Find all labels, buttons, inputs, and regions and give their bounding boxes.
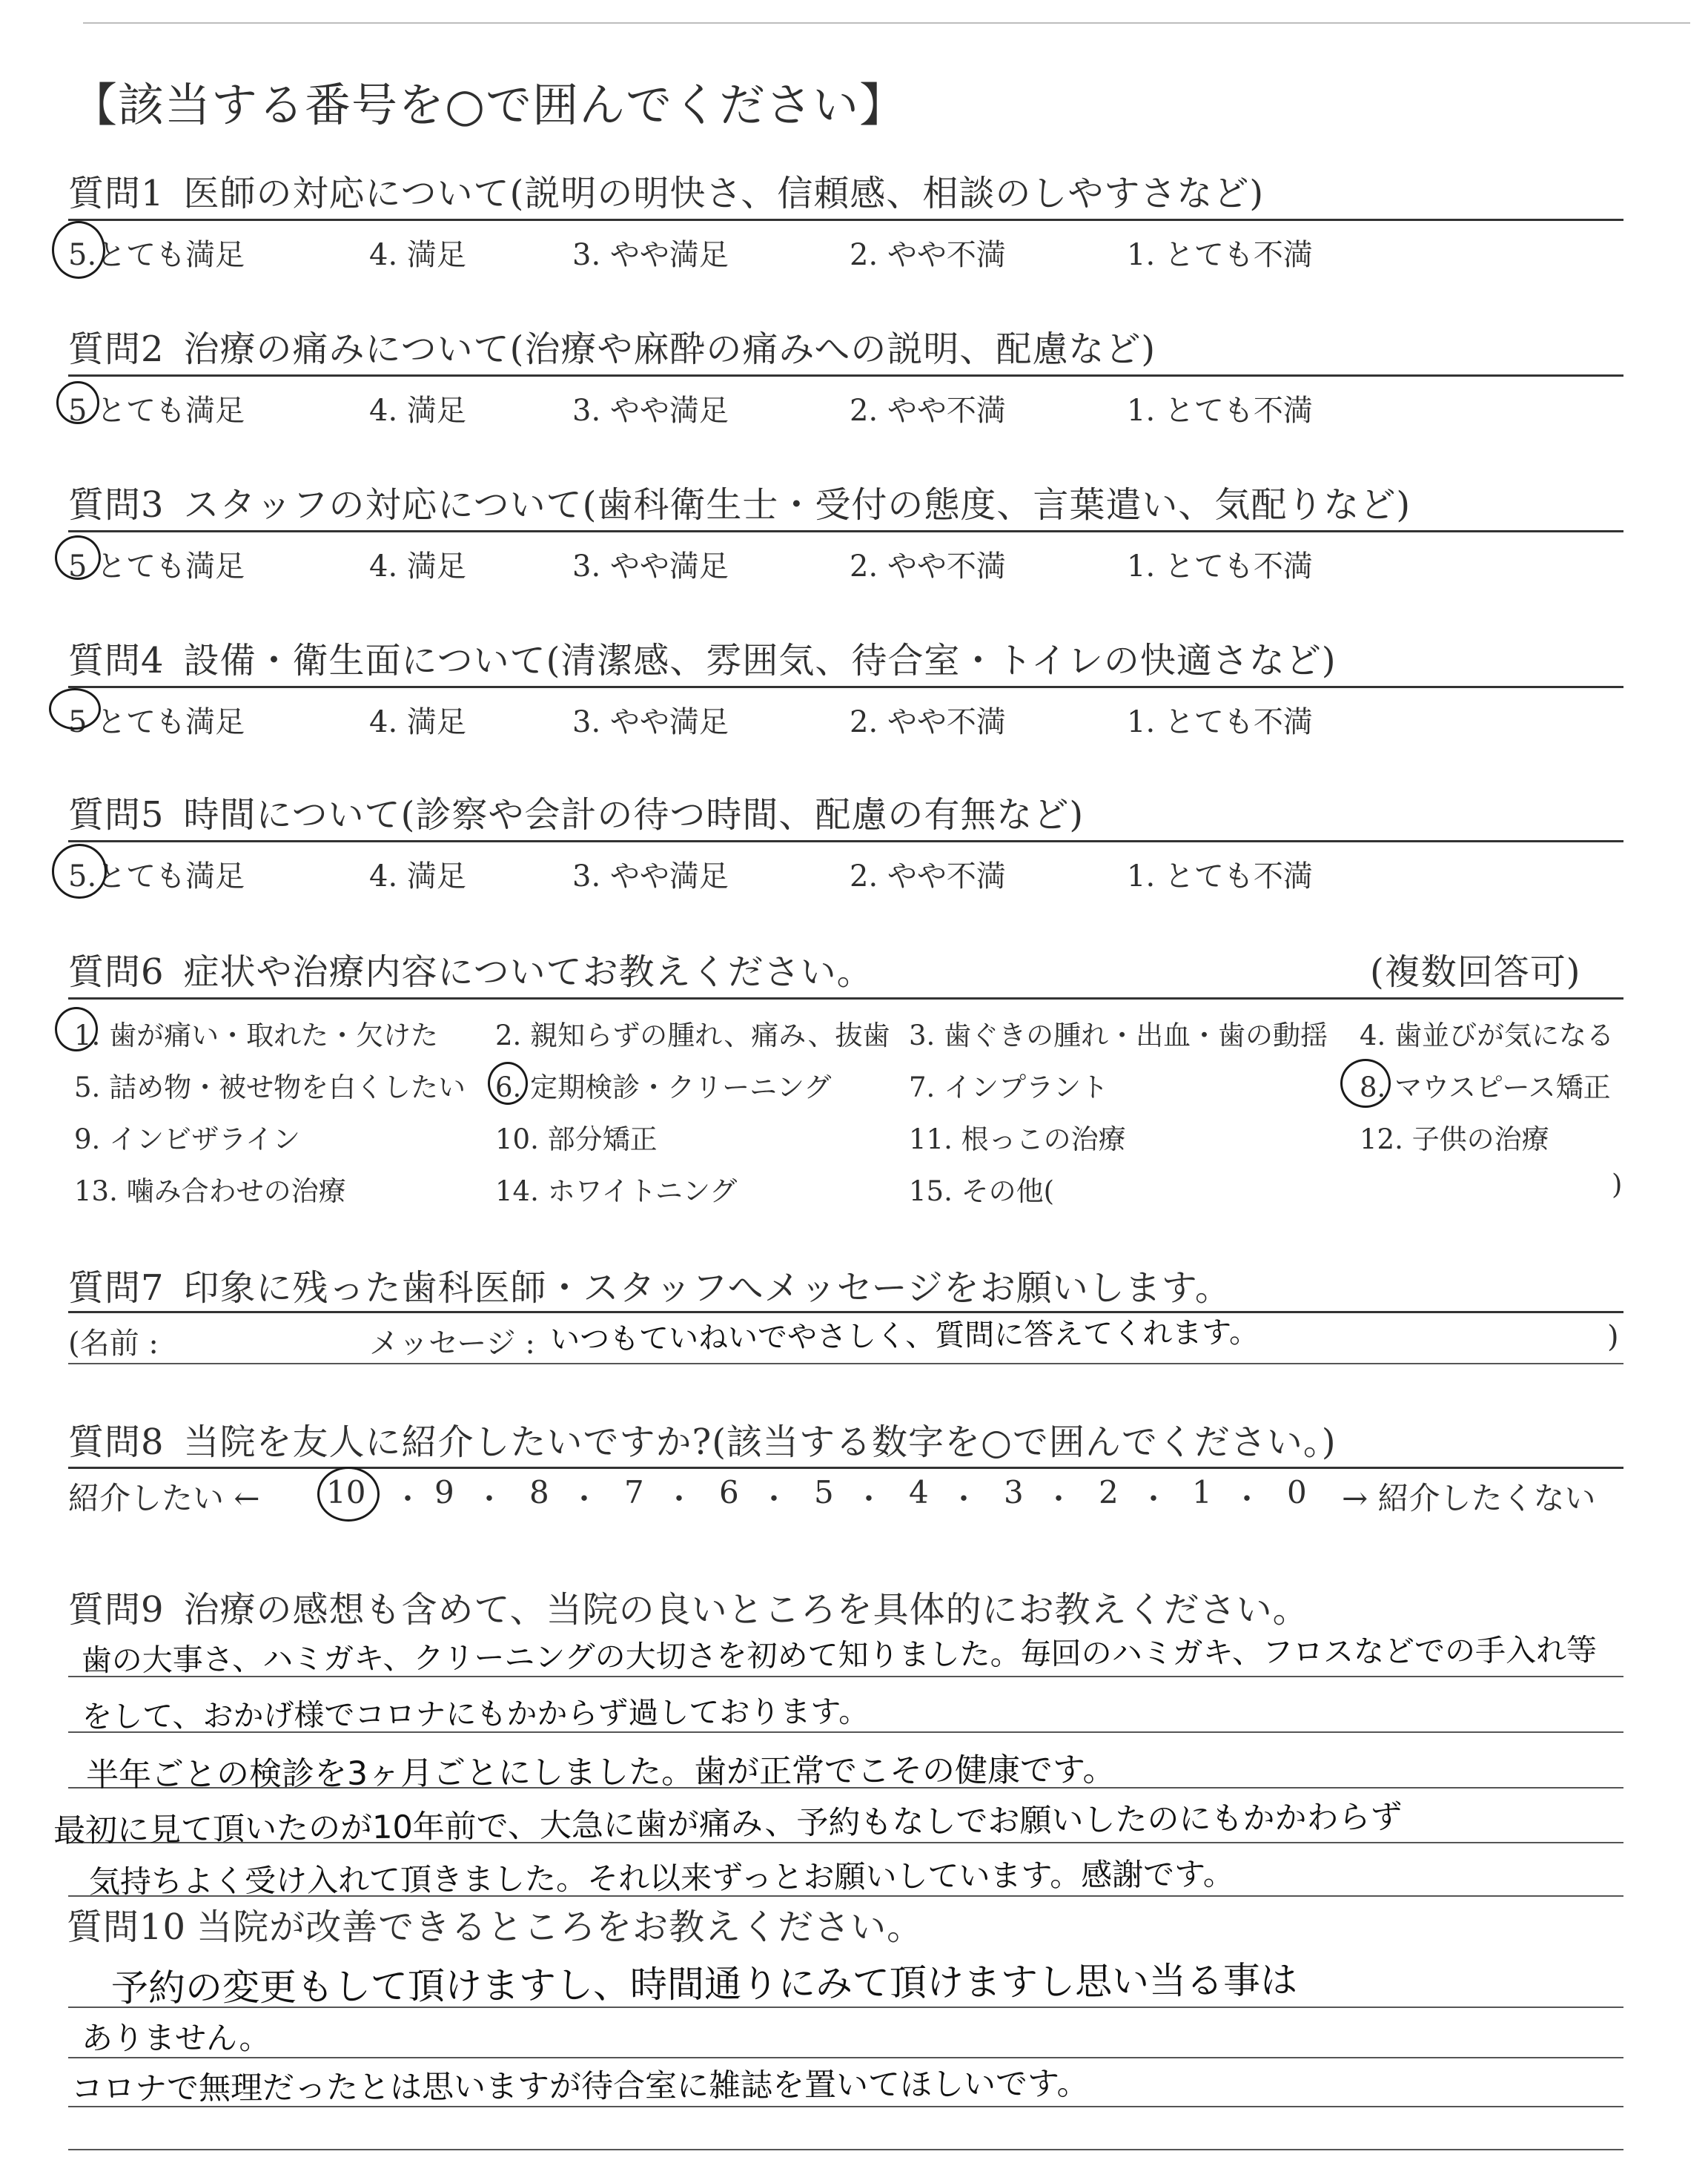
- question-2-rule: [68, 374, 1623, 377]
- q9-answer-handwriting-4: 気持ちよく受け入れて頂きました。それ以来ずっとお願いしています。感謝です。: [88, 1855, 1234, 1900]
- q10-answer-handwriting-1: 予約の変更もして頂けますし、時間通りにみて頂けますし思い当る事は: [110, 1958, 1298, 2010]
- question-8-title: [68, 1413, 1337, 1464]
- question-4-number: 質問4: [68, 640, 165, 681]
- q4-option-1[interactable]: 1. とても不満: [1127, 705, 1313, 739]
- q2-option-5[interactable]: 5 とても満足: [68, 394, 245, 428]
- q6-item-8-circle: [1340, 1059, 1391, 1108]
- question-5-rule: [68, 840, 1623, 842]
- question-5-number: 質問5: [68, 794, 165, 836]
- q8-value-5[interactable]: 5: [814, 1474, 834, 1510]
- question-5-title: [68, 786, 1084, 837]
- q8-sep: ・: [759, 1482, 789, 1516]
- q4-option-5[interactable]: 5 とても満足: [68, 705, 245, 739]
- question-8-text: 当院を友人に紹介したいですか?(該当する数字を○で囲んでください。): [183, 1421, 1337, 1463]
- question-2-number: 質問2: [68, 328, 165, 370]
- question-2-title: [68, 320, 1156, 371]
- q3-option-5[interactable]: 5 とても満足: [68, 549, 245, 584]
- q6-other-close: ): [1612, 1169, 1623, 1200]
- q6-item-10[interactable]: 10. 部分矯正: [495, 1123, 658, 1155]
- q6-item-12[interactable]: 12. 子供の治療: [1360, 1123, 1549, 1155]
- q6-item-4[interactable]: 4. 歯並びが気になる: [1360, 1020, 1615, 1051]
- q1-option-5[interactable]: 5.とても満足: [68, 238, 245, 272]
- q9-answer-handwriting-3: 最初に見て頂いたのが10年前で、大急に歯が痛み、予約もなしでお願いしたのにもかかわらず: [53, 1798, 1403, 1850]
- q8-sep: ・: [393, 1482, 423, 1516]
- q8-value-9[interactable]: 9: [434, 1474, 454, 1510]
- q9-answer-handwriting-1: 歯の大事さ、ハミガキ、クリーニングの大切さを初めて知りました。毎回のハミガキ、フロスなどでの手入れ等をして、おかげ様でコロナにもかからず過しております。: [81, 1631, 1598, 1735]
- q6-item-1-circle: [55, 1007, 98, 1051]
- q6-item-14[interactable]: 14. ホワイトニング: [495, 1175, 738, 1207]
- question-10-title: [67, 1898, 923, 1949]
- question-4-text: 設備・衛生面について(清潔感、雰囲気、待合室・トイレの快適さなど): [183, 640, 1337, 681]
- q8-value-1[interactable]: 1: [1192, 1474, 1212, 1510]
- q1-option-3[interactable]: 3. やや満足: [572, 238, 729, 272]
- q6-item-11[interactable]: 11. 根っこの治療: [909, 1123, 1126, 1155]
- q2-option-2[interactable]: 2. やや不満: [850, 394, 1006, 428]
- q8-sep: ・: [664, 1482, 694, 1516]
- question-10-text: 当院が改善できるところをお教えください。: [196, 1906, 924, 1948]
- q8-value-8[interactable]: 8: [529, 1474, 549, 1510]
- q4-option-2[interactable]: 2. やや不満: [850, 705, 1006, 739]
- question-7-title: [68, 1259, 1231, 1310]
- q6-item-1[interactable]: 1. 歯が痛い・取れた・欠けた: [74, 1020, 439, 1051]
- q6-item-6[interactable]: 6. 定期検診・クリーニング: [495, 1071, 832, 1103]
- q6-item-15[interactable]: 15. その他(: [909, 1175, 1055, 1207]
- q5-answer-circle: [52, 844, 107, 899]
- q5-option-4[interactable]: 4. 満足: [369, 859, 466, 894]
- q7-rule-bottom: [68, 1363, 1623, 1364]
- q8-value-7[interactable]: 7: [624, 1474, 644, 1510]
- q3-option-4[interactable]: 4. 満足: [369, 549, 466, 584]
- q5-option-5[interactable]: 5.とても満足: [68, 859, 245, 894]
- q8-sep: ・: [474, 1482, 504, 1516]
- q8-right-label: → 紹介したくない: [1342, 1480, 1596, 1516]
- q10-line-4: [68, 2149, 1623, 2150]
- q5-option-3[interactable]: 3. やや満足: [572, 859, 729, 894]
- q8-value-3[interactable]: 3: [1004, 1474, 1024, 1510]
- q2-option-1[interactable]: 1. とても不満: [1127, 394, 1313, 428]
- page-header: 【該当する番号を○で囲んでください】: [71, 78, 907, 132]
- q6-item-9[interactable]: 9. インビザライン: [74, 1123, 300, 1155]
- q1-option-1[interactable]: 1. とても不満: [1127, 238, 1313, 272]
- q4-answer-circle: [49, 688, 101, 730]
- question-6-note: (複数回答可): [1370, 951, 1581, 993]
- q7-name-label: (名前 :: [68, 1327, 159, 1361]
- question-1-number: 質問1: [68, 173, 165, 214]
- question-3-text: スタッフの対応について(歯科衛生士・受付の態度、言葉遣い、気配りなど): [183, 484, 1411, 526]
- question-3-rule: [68, 530, 1623, 532]
- question-1-text: 医師の対応について(説明の明快さ、信頼感、相談のしやすさなど): [183, 173, 1265, 214]
- q8-left-label: 紹介したい ←: [68, 1480, 260, 1516]
- question-4-title: [68, 632, 1337, 683]
- question-9-text: 治療の感想も含めて、当院の良いところを具体的にお教えください。: [183, 1589, 1309, 1631]
- q8-sep: ・: [854, 1482, 884, 1516]
- q1-option-4[interactable]: 4. 満足: [369, 238, 466, 272]
- question-6-text: 症状や治療内容についてお教えください。: [183, 951, 873, 993]
- q8-sep: ・: [1139, 1482, 1168, 1516]
- q8-value-10[interactable]: 10: [326, 1474, 366, 1510]
- q7-message-label: メッセージ :: [369, 1327, 535, 1361]
- q1-answer-circle: [52, 221, 105, 279]
- q2-answer-circle: [56, 381, 99, 424]
- q6-item-2[interactable]: 2. 親知らずの腫れ、痛み、抜歯: [495, 1020, 890, 1051]
- question-10-number: 質問10: [67, 1906, 187, 1948]
- q2-option-4[interactable]: 4. 満足: [369, 394, 466, 428]
- q6-item-13[interactable]: 13. 噛み合わせの治療: [74, 1175, 346, 1207]
- question-4-rule: [68, 686, 1623, 688]
- q8-sep: ・: [1232, 1482, 1262, 1516]
- question-7-number: 質問7: [68, 1267, 165, 1309]
- question-3-title: [68, 476, 1411, 527]
- q8-answer-circle: [317, 1467, 380, 1522]
- question-3-number: 質問3: [68, 484, 165, 526]
- q1-option-2[interactable]: 2. やや不満: [850, 238, 1006, 272]
- question-6-title: [68, 943, 873, 994]
- q7-close-paren: ): [1607, 1320, 1619, 1354]
- question-8-rule: [68, 1467, 1623, 1469]
- q8-value-4[interactable]: 4: [909, 1474, 929, 1510]
- q8-sep: ・: [949, 1482, 979, 1516]
- question-9-number: 質問9: [68, 1589, 165, 1631]
- question-2-text: 治療の痛みについて(治療や麻酔の痛みへの説明、配慮など): [183, 328, 1156, 370]
- q4-option-3[interactable]: 3. やや満足: [572, 705, 729, 739]
- q10-line-2: [68, 2057, 1623, 2058]
- q6-item-7[interactable]: 7. インプラント: [909, 1071, 1109, 1103]
- question-7-text: 印象に残った歯科医師・スタッフへメッセージをお願いします。: [183, 1267, 1231, 1309]
- q8-value-0[interactable]: 0: [1287, 1474, 1307, 1510]
- question-1-rule: [68, 219, 1623, 221]
- q2-option-3[interactable]: 3. やや満足: [572, 394, 729, 428]
- question-5-text: 時間について(診察や会計の待つ時間、配慮の有無など): [183, 794, 1085, 836]
- question-1-title: [68, 165, 1264, 216]
- q5-option-1[interactable]: 1. とても不満: [1127, 859, 1313, 894]
- q10-answer-handwriting-2: ありません。: [82, 2020, 271, 2056]
- q6-item-8[interactable]: 8. マウスピース矯正: [1360, 1071, 1611, 1103]
- q8-value-2[interactable]: 2: [1099, 1474, 1119, 1510]
- q3-option-1[interactable]: 1. とても不満: [1127, 549, 1313, 584]
- q3-answer-circle: [55, 535, 101, 580]
- q9-answer-handwriting-2: 半年ごとの検診を3ヶ月ごとにしました。歯が正常でこその健康です。: [85, 1751, 1116, 1794]
- q8-sep: ・: [569, 1482, 599, 1516]
- q6-item-3[interactable]: 3. 歯ぐきの腫れ・出血・歯の動揺: [909, 1020, 1328, 1051]
- q10-answer-handwriting-3: コロナで無理だったとは思いますが待合室に雑誌を置いてほしいです。: [70, 2065, 1089, 2108]
- q7-message-handwriting: いつもていねいでやさしく、質問に答えてくれます。: [549, 1315, 1260, 1358]
- q4-option-4[interactable]: 4. 満足: [369, 705, 466, 739]
- question-6-rule: [68, 997, 1623, 1000]
- q3-option-2[interactable]: 2. やや不満: [850, 549, 1006, 584]
- top-border: [83, 22, 1690, 24]
- q8-sep: ・: [1044, 1482, 1073, 1516]
- q8-value-6[interactable]: 6: [719, 1474, 739, 1510]
- q5-option-2[interactable]: 2. やや不満: [850, 859, 1006, 894]
- q6-item-5[interactable]: 5. 詰め物・被せ物を白くしたい: [74, 1071, 466, 1103]
- question-8-number: 質問8: [68, 1421, 165, 1463]
- q6-item-6-circle: [488, 1062, 528, 1105]
- question-6-number: 質問6: [68, 951, 165, 993]
- q3-option-3[interactable]: 3. やや満足: [572, 549, 729, 584]
